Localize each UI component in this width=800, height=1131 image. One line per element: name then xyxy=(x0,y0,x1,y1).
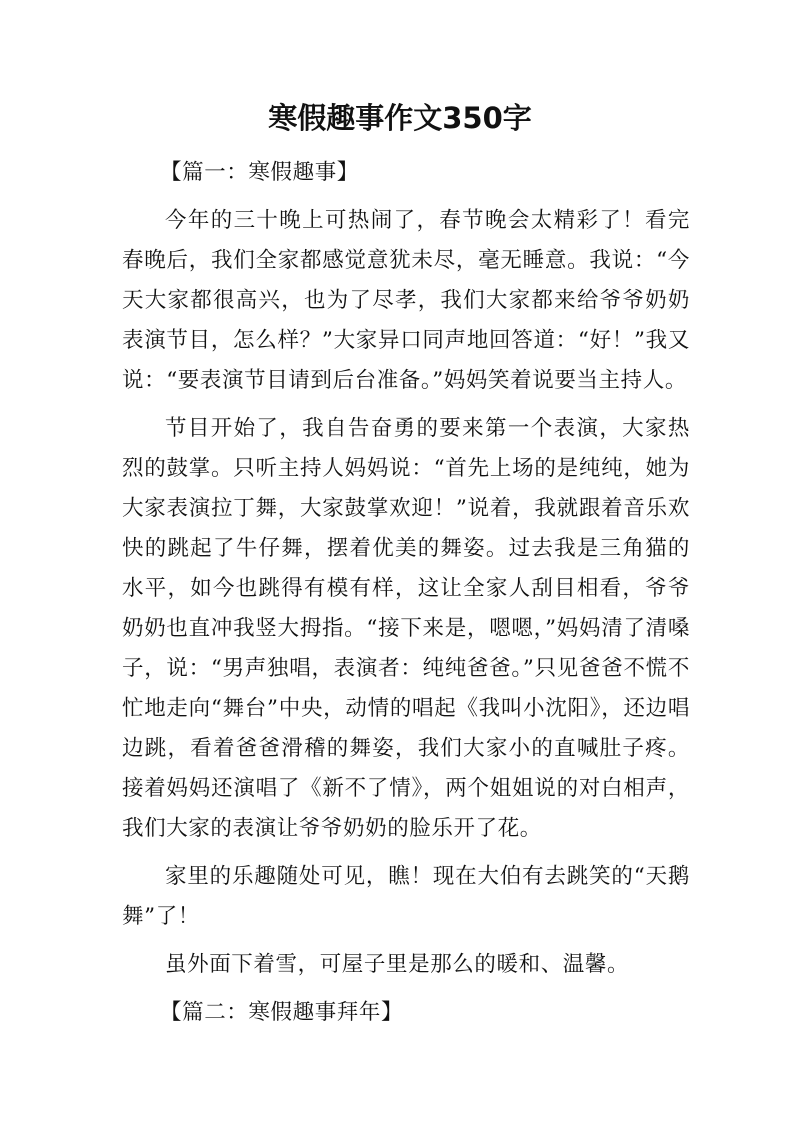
paragraph-2: 节目开始了，我自告奋勇的要来第一个表演，大家热烈的鼓掌。只听主持人妈妈说：“首先上场的是纯纯，她为大家表演拉丁舞，大家鼓掌欢迎！”说着，我就跟着音乐欢快的跳起了牛仔舞，摆着优美的舞姿。过去我是三角猫的水平，如今也跳得有模有样，这让全家人刮目相看，爷爷奶奶也直冲我竖大拇指。“接下来是，嗯嗯，”妈妈清了清嗓子，说：“男声独唱，表演者：纯纯爸爸。”只见爸爸不慌不忙地走向“舞台”中央，动情的唱起《我叫小沈阳》，还边唱边跳，看着爸爸滑稽的舞姿，我们大家小的直喊肚子疼。接着妈妈还演唱了《新不了情》，两个姐姐说的对白相声，我们大家的表演让爷爷奶奶的脸乐开了花。 xyxy=(122,416,690,841)
paragraph-1: 今年的三十晚上可热闹了，春节晚会太精彩了！看完春晚后，我们全家都感觉意犹未尽，毫无睡意。我说：“今天大家都很高兴，也为了尽孝，我们大家都来给爷爷奶奶表演节目，怎么样？”大家异口同声地回答道：“好！”我又说：“要表演节目请到后台准备。”妈妈笑着说要当主持人。 xyxy=(122,208,690,393)
paragraph-3: 家里的乐趣随处可见，瞧！现在大伯有去跳笑的“天鹅舞”了！ xyxy=(122,864,690,929)
document-title: 寒假趣事作文350字 xyxy=(268,101,532,135)
document-body xyxy=(122,153,690,1041)
paragraph-4: 虽外面下着雪，可屋子里是那么的暖和、温馨。 xyxy=(165,952,630,977)
section-heading-1: 【篇一：寒假趣事】 xyxy=(160,160,359,185)
section-heading-2: 【篇二：寒假趣事拜年】 xyxy=(160,1000,404,1025)
